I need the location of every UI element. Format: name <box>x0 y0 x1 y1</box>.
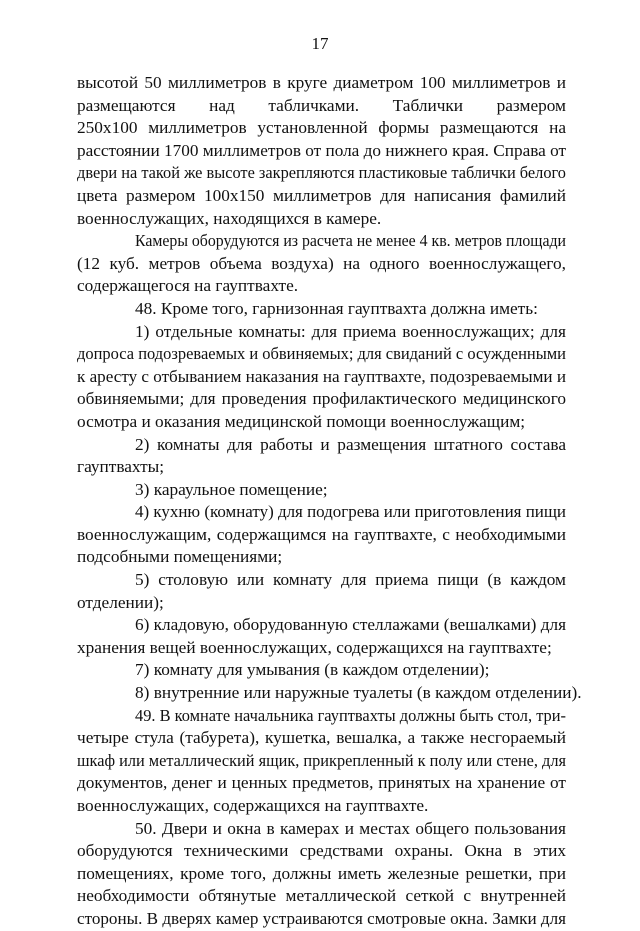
line-text: гауптвахты; <box>77 457 165 477</box>
text-line <box>77 321 566 344</box>
line-text: 8) внутренние или наружные туалеты (в каждом отделении). <box>135 683 582 703</box>
line-text: стороны. В дверях камер устраиваются смотровые окна. Замки для <box>77 908 566 928</box>
line-text: цвета размером 100x150 миллиметров для написания фамилий <box>77 185 566 205</box>
text-line <box>77 840 566 863</box>
line-text: 2) комнаты для работы и размещения штатного состава <box>135 434 566 454</box>
text-line <box>77 818 566 841</box>
line-text: четыре стула (табурета), кушетка, вешалка, а также несгораемый <box>77 728 566 748</box>
line-text: 49. В комнате начальника гауптвахты должны быть стол, три- <box>135 705 566 725</box>
line-text: содержащегося на гауптвахте. <box>77 276 299 296</box>
line-text: 50. Двери и окна в камерах и местах общего пользования <box>135 818 566 838</box>
text-line <box>77 343 566 366</box>
text-line <box>77 546 566 569</box>
text-line <box>77 275 566 298</box>
line-text: необходимости обтянутые металлической сеткой с внутренней <box>77 886 566 906</box>
text-line <box>77 185 566 208</box>
text-line <box>77 501 566 524</box>
text-line <box>77 569 566 592</box>
line-text: допроса подозреваемых и обвиняемых; для свиданий с осужденными <box>77 344 566 364</box>
text-line <box>77 863 566 886</box>
line-text: (12 куб. метров объема воздуха) на одного военнослужащего, <box>77 253 566 273</box>
line-text: 250x100 миллиметров установленной формы размещаются на <box>77 118 566 138</box>
line-text: военнослужащих, содержащихся на гауптвахте. <box>77 796 429 815</box>
text-line <box>77 795 566 818</box>
text-line <box>77 140 566 163</box>
text-line <box>77 682 582 705</box>
text-line <box>77 705 566 728</box>
line-text: 48. Кроме того, гарнизонная гауптвахта должна иметь: <box>135 298 538 318</box>
text-line <box>77 434 566 457</box>
text-line <box>77 208 566 231</box>
line-text: документов, денег и ценных предметов, принятых на хранение от <box>77 773 566 793</box>
line-text: двери на такой же высоте закрепляются пластиковые таблички белого <box>77 163 566 183</box>
text-line <box>77 524 566 547</box>
line-text: 3) караульное помещение; <box>135 479 328 499</box>
body-text <box>77 72 582 931</box>
text-line <box>77 230 566 253</box>
line-text: Камеры оборудуются из расчета не менее 4 кв. метров площади <box>135 231 566 251</box>
text-line <box>77 908 566 931</box>
line-text: оборудуются техническими средствами охраны. Окна в этих <box>77 841 566 861</box>
text-line <box>77 727 566 750</box>
line-text: высотой 50 миллиметров в круге диаметром 100 миллиметров и <box>77 73 566 92</box>
line-text: 7) комнату для умывания (в каждом отделении); <box>135 660 490 680</box>
line-text: шкаф или металлический ящик, прикрепленный к полу или стене, для <box>77 750 566 770</box>
text-line <box>77 456 566 479</box>
line-text: к аресту с отбыванием наказания на гауптвахте, подозреваемыми и <box>77 366 566 386</box>
line-text: расстоянии 1700 миллиметров от пола до нижнего края. Справа от <box>77 140 566 160</box>
line-text: подсобными помещениями; <box>77 547 283 567</box>
text-line <box>77 388 566 411</box>
line-text: 4) кухню (комнату) для подогрева или приготовления пищи <box>135 502 566 522</box>
text-line <box>77 479 566 502</box>
line-text: военнослужащих, находящихся в камере. <box>77 208 382 228</box>
text-line <box>77 162 566 185</box>
text-line <box>77 298 566 321</box>
line-text: 5) столовую или комнату для приема пищи (в каждом <box>135 570 566 590</box>
line-text: помещениях, кроме того, должны иметь железные решетки, при <box>77 863 566 883</box>
text-line <box>77 117 566 140</box>
text-line <box>77 366 566 389</box>
line-text: отделении); <box>77 592 164 612</box>
text-line <box>77 253 566 276</box>
text-line <box>77 750 566 773</box>
text-line <box>77 637 566 660</box>
line-text: 6) кладовую, оборудованную стеллажами (вешалками) для <box>135 615 566 635</box>
line-text: военнослужащим, содержащимся на гауптвахте, с необходимыми <box>77 524 566 544</box>
text-line <box>77 95 566 118</box>
line-text: размещаются над табличками. Таблички размером <box>77 95 566 115</box>
text-line <box>77 72 566 95</box>
text-line <box>77 592 566 615</box>
text-line <box>77 659 566 682</box>
text-line <box>77 772 566 795</box>
line-text: хранения вещей военнослужащих, содержащихся на гауптвахте; <box>77 637 552 657</box>
text-line <box>77 614 566 637</box>
text-line <box>77 411 566 434</box>
page-number: 17 <box>311 34 329 53</box>
line-text: 1) отдельные комнаты: для приема военнослужащих; для <box>135 321 566 341</box>
line-text: обвиняемыми; для проведения профилактического медицинского <box>77 389 566 409</box>
line-text: осмотра и оказания медицинской помощи военнослужащим; <box>77 411 526 431</box>
